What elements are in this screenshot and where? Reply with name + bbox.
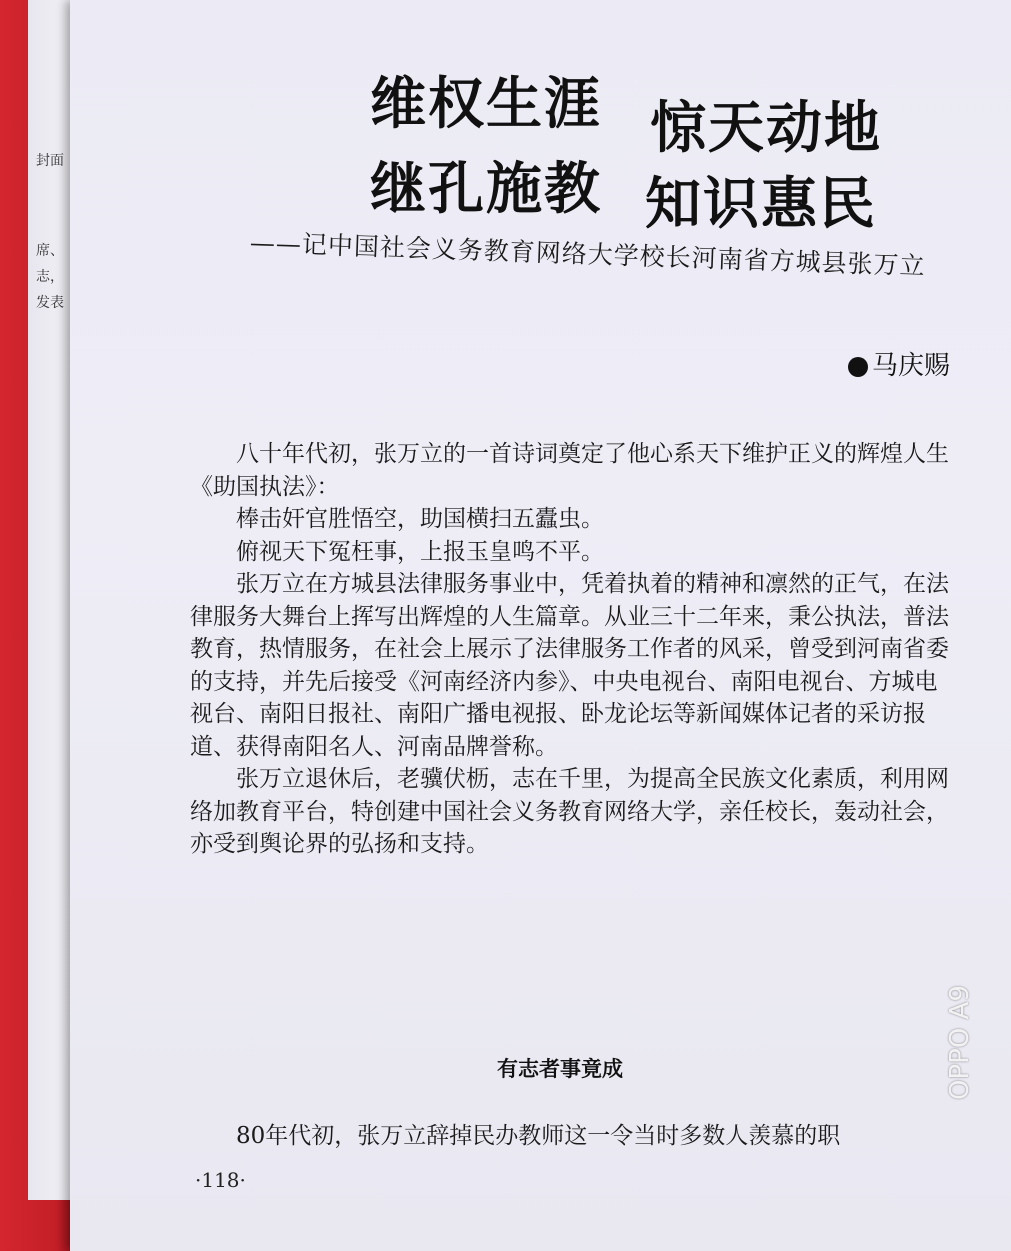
byline <box>848 345 950 382</box>
camera-watermark: OPPO A9 <box>945 985 975 1100</box>
subtitle: ——记中国社会义务教育网络大学校长河南省方城县张万立 <box>249 228 927 281</box>
bullet-icon <box>848 357 868 377</box>
adjacent-page-text: 发表 <box>36 295 64 311</box>
page-number: ·118· <box>195 1168 246 1192</box>
paragraph: 张万立在方城县法律服务事业中，凭着执着的精神和凛然的正气，在法律服务大舞台上挥写出辉煌的人生篇章。从业三十二年来，秉公执法，普法教育，热情服务，在社会上展示了法律服务工作者的风采，曾受到河南省委的支持，并先后接受《河南经济内参》、中央电视台、南阳电视台、方城电视台、南阳日报社、南阳广播电视报、卧龙论坛等新闻媒体记者的采访报道、获得南阳名人、河南品牌誉称。 <box>190 571 949 760</box>
verse-line: 俯视天下冤枉事，上报玉皇鸣不平。 <box>236 538 604 565</box>
adjacent-page-text: 席、 <box>36 243 64 259</box>
section-heading: 有志者事竟成 <box>497 1057 623 1081</box>
article-body <box>190 438 960 861</box>
paragraph: 80年代初，张万立辞掉民办教师这一令当时多数人羡慕的职 <box>236 1123 841 1149</box>
title-line2-part2: 知识惠民 <box>645 172 877 237</box>
author-name: 马庆赐 <box>872 351 951 381</box>
title-line2-part1: 继孔施教 <box>370 157 602 222</box>
verse-line: 棒击奸官胜悟空，助国横扫五蠹虫。 <box>236 506 604 532</box>
title-line1-part1: 维权生涯 <box>370 72 602 137</box>
section-body <box>190 1120 960 1152</box>
adjacent-page-text: 封面 <box>36 153 64 169</box>
adjacent-page-text: 志， <box>36 269 64 285</box>
paragraph: 八十年代初，张万立的一首诗词奠定了他心系天下维护正义的辉煌人生《助国执法》： <box>190 441 949 500</box>
paragraph: 张万立退休后，老骥伏枥，志在千里，为提高全民族文化素质，利用网络加教育平台，特创建中国社会义务教育网络大学，亲任校长，轰动社会，亦受到舆论界的弘扬和支持。 <box>190 766 949 857</box>
title-line1-part2: 惊天动地 <box>650 96 882 161</box>
